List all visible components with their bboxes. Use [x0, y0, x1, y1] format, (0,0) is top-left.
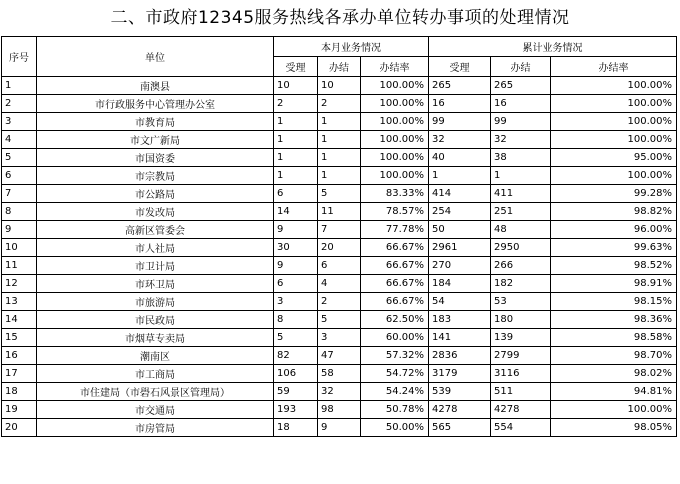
- row-total-accepted: 565: [429, 419, 491, 437]
- row-total-accepted: 265: [429, 77, 491, 95]
- row-seq: 13: [2, 293, 37, 311]
- row-total-rate: 98.02%: [551, 365, 677, 383]
- row-month-completed: 1: [318, 131, 361, 149]
- table-row: [2, 275, 677, 293]
- row-seq: 8: [2, 203, 37, 221]
- row-month-accepted: 59: [274, 383, 318, 401]
- row-total-completed: 266: [491, 257, 551, 275]
- row-total-accepted: 1: [429, 167, 491, 185]
- row-month-accepted: 1: [274, 131, 318, 149]
- row-seq: 17: [2, 365, 37, 383]
- row-unit: 市文广新局: [37, 131, 274, 149]
- table-row: [2, 239, 677, 257]
- row-total-completed: 48: [491, 221, 551, 239]
- document-title: 二、市政府12345服务热线各承办单位转办事项的处理情况: [110, 8, 570, 28]
- row-total-accepted: 184: [429, 275, 491, 293]
- row-total-completed: 139: [491, 329, 551, 347]
- row-total-rate: 100.00%: [551, 131, 677, 149]
- row-month-accepted: 18: [274, 419, 318, 437]
- row-total-completed: 99: [491, 113, 551, 131]
- row-total-rate: 94.81%: [551, 383, 677, 401]
- row-month-accepted: 1: [274, 113, 318, 131]
- row-month-completed: 2: [318, 293, 361, 311]
- row-month-completed: 32: [318, 383, 361, 401]
- row-month-rate: 100.00%: [361, 149, 429, 167]
- row-month-accepted: 1: [274, 149, 318, 167]
- row-seq: 14: [2, 311, 37, 329]
- row-month-completed: 2: [318, 95, 361, 113]
- row-total-rate: 100.00%: [551, 167, 677, 185]
- table-row: [2, 185, 677, 203]
- row-total-rate: 98.15%: [551, 293, 677, 311]
- table-row: [2, 383, 677, 401]
- row-seq: 4: [2, 131, 37, 149]
- row-month-accepted: 2: [274, 95, 318, 113]
- row-total-rate: 98.05%: [551, 419, 677, 437]
- header-seq: 序号: [2, 37, 37, 77]
- row-seq: 15: [2, 329, 37, 347]
- row-seq: 10: [2, 239, 37, 257]
- row-month-accepted: 193: [274, 401, 318, 419]
- row-total-accepted: 183: [429, 311, 491, 329]
- row-total-completed: 1: [491, 167, 551, 185]
- row-seq: 19: [2, 401, 37, 419]
- row-total-accepted: 32: [429, 131, 491, 149]
- table-row: [2, 365, 677, 383]
- row-seq: 7: [2, 185, 37, 203]
- table-row: [2, 311, 677, 329]
- row-total-completed: 265: [491, 77, 551, 95]
- row-unit: 潮南区: [37, 347, 274, 365]
- header-total-group: 累计业务情况: [429, 37, 677, 57]
- row-unit: 市住建局（市礐石风景区管理局）: [37, 383, 274, 401]
- row-seq: 16: [2, 347, 37, 365]
- row-month-rate: 66.67%: [361, 257, 429, 275]
- row-month-completed: 1: [318, 113, 361, 131]
- row-unit: 市卫计局: [37, 257, 274, 275]
- row-total-completed: 53: [491, 293, 551, 311]
- row-month-completed: 10: [318, 77, 361, 95]
- row-seq: 6: [2, 167, 37, 185]
- row-month-completed: 58: [318, 365, 361, 383]
- table-row: [2, 131, 677, 149]
- row-month-completed: 9: [318, 419, 361, 437]
- row-month-accepted: 8: [274, 311, 318, 329]
- row-month-rate: 100.00%: [361, 167, 429, 185]
- row-unit: 市宗教局: [37, 167, 274, 185]
- row-month-rate: 60.00%: [361, 329, 429, 347]
- row-total-completed: 2950: [491, 239, 551, 257]
- row-month-rate: 77.78%: [361, 221, 429, 239]
- row-month-accepted: 9: [274, 221, 318, 239]
- row-month-accepted: 6: [274, 185, 318, 203]
- row-month-accepted: 82: [274, 347, 318, 365]
- row-seq: 1: [2, 77, 37, 95]
- row-month-accepted: 3: [274, 293, 318, 311]
- row-total-completed: 411: [491, 185, 551, 203]
- row-unit: 市烟草专卖局: [37, 329, 274, 347]
- row-total-rate: 100.00%: [551, 113, 677, 131]
- row-month-rate: 57.32%: [361, 347, 429, 365]
- row-unit: 市环卫局: [37, 275, 274, 293]
- row-month-accepted: 30: [274, 239, 318, 257]
- header-month-completed: 办结: [318, 57, 361, 77]
- header-month-accepted: 受理: [274, 57, 318, 77]
- table-row: [2, 77, 677, 95]
- row-seq: 3: [2, 113, 37, 131]
- row-month-rate: 62.50%: [361, 311, 429, 329]
- row-total-accepted: 2836: [429, 347, 491, 365]
- table-row: [2, 293, 677, 311]
- row-total-accepted: 2961: [429, 239, 491, 257]
- row-unit: 市旅游局: [37, 293, 274, 311]
- row-total-rate: 99.28%: [551, 185, 677, 203]
- row-total-accepted: 254: [429, 203, 491, 221]
- row-total-rate: 100.00%: [551, 95, 677, 113]
- row-total-rate: 96.00%: [551, 221, 677, 239]
- row-month-completed: 4: [318, 275, 361, 293]
- row-unit: 南澳县: [37, 77, 274, 95]
- row-month-rate: 83.33%: [361, 185, 429, 203]
- row-month-accepted: 5: [274, 329, 318, 347]
- row-unit: 高新区管委会: [37, 221, 274, 239]
- table-row: [2, 95, 677, 113]
- row-seq: 20: [2, 419, 37, 437]
- row-total-completed: 2799: [491, 347, 551, 365]
- row-total-accepted: 270: [429, 257, 491, 275]
- table-row: [2, 167, 677, 185]
- row-total-accepted: 16: [429, 95, 491, 113]
- row-unit: 市民政局: [37, 311, 274, 329]
- row-month-completed: 47: [318, 347, 361, 365]
- row-month-rate: 100.00%: [361, 77, 429, 95]
- row-month-accepted: 6: [274, 275, 318, 293]
- header-month-group: 本月业务情况: [274, 37, 429, 57]
- row-month-rate: 50.78%: [361, 401, 429, 419]
- row-total-rate: 98.82%: [551, 203, 677, 221]
- row-total-completed: 3116: [491, 365, 551, 383]
- row-total-completed: 511: [491, 383, 551, 401]
- row-seq: 18: [2, 383, 37, 401]
- statistics-table: [1, 36, 677, 437]
- table-body: [2, 77, 677, 437]
- row-total-rate: 98.52%: [551, 257, 677, 275]
- row-unit: 市国资委: [37, 149, 274, 167]
- header-month-rate: 办结率: [361, 57, 429, 77]
- header-total-accepted: 受理: [429, 57, 491, 77]
- row-month-accepted: 106: [274, 365, 318, 383]
- row-month-rate: 100.00%: [361, 95, 429, 113]
- row-seq: 5: [2, 149, 37, 167]
- row-month-accepted: 10: [274, 77, 318, 95]
- row-total-accepted: 141: [429, 329, 491, 347]
- row-unit: 市房管局: [37, 419, 274, 437]
- row-month-rate: 78.57%: [361, 203, 429, 221]
- row-unit: 市人社局: [37, 239, 274, 257]
- row-total-completed: 251: [491, 203, 551, 221]
- row-total-rate: 98.36%: [551, 311, 677, 329]
- row-month-completed: 1: [318, 167, 361, 185]
- row-unit: 市工商局: [37, 365, 274, 383]
- row-month-rate: 100.00%: [361, 113, 429, 131]
- row-month-completed: 6: [318, 257, 361, 275]
- row-total-rate: 95.00%: [551, 149, 677, 167]
- row-seq: 2: [2, 95, 37, 113]
- table-row: [2, 419, 677, 437]
- row-total-completed: 16: [491, 95, 551, 113]
- header-total-rate: 办结率: [551, 57, 677, 77]
- row-month-completed: 5: [318, 185, 361, 203]
- table-row: [2, 257, 677, 275]
- row-total-accepted: 40: [429, 149, 491, 167]
- row-total-completed: 182: [491, 275, 551, 293]
- table-row: [2, 347, 677, 365]
- row-total-accepted: 4278: [429, 401, 491, 419]
- row-month-rate: 54.72%: [361, 365, 429, 383]
- row-total-accepted: 54: [429, 293, 491, 311]
- row-month-completed: 3: [318, 329, 361, 347]
- row-total-rate: 98.58%: [551, 329, 677, 347]
- row-total-rate: 100.00%: [551, 401, 677, 419]
- row-seq: 9: [2, 221, 37, 239]
- row-month-completed: 20: [318, 239, 361, 257]
- row-month-accepted: 9: [274, 257, 318, 275]
- row-month-rate: 66.67%: [361, 293, 429, 311]
- table-row: [2, 401, 677, 419]
- header-unit: 单位: [37, 37, 274, 77]
- row-month-accepted: 1: [274, 167, 318, 185]
- row-month-completed: 1: [318, 149, 361, 167]
- header-total-completed: 办结: [491, 57, 551, 77]
- row-unit: 市行政服务中心管理办公室: [37, 95, 274, 113]
- row-total-completed: 180: [491, 311, 551, 329]
- row-month-completed: 5: [318, 311, 361, 329]
- row-month-completed: 7: [318, 221, 361, 239]
- row-unit: 市发改局: [37, 203, 274, 221]
- row-unit: 市公路局: [37, 185, 274, 203]
- row-total-completed: 4278: [491, 401, 551, 419]
- row-total-rate: 98.70%: [551, 347, 677, 365]
- row-total-rate: 100.00%: [551, 77, 677, 95]
- row-month-completed: 11: [318, 203, 361, 221]
- row-month-accepted: 14: [274, 203, 318, 221]
- row-seq: 12: [2, 275, 37, 293]
- table-row: [2, 113, 677, 131]
- row-unit: 市交通局: [37, 401, 274, 419]
- table-row: [2, 203, 677, 221]
- row-month-completed: 98: [318, 401, 361, 419]
- row-total-accepted: 539: [429, 383, 491, 401]
- row-seq: 11: [2, 257, 37, 275]
- row-unit: 市教育局: [37, 113, 274, 131]
- row-total-accepted: 99: [429, 113, 491, 131]
- table-row: [2, 221, 677, 239]
- row-month-rate: 54.24%: [361, 383, 429, 401]
- row-total-completed: 32: [491, 131, 551, 149]
- row-total-completed: 554: [491, 419, 551, 437]
- row-total-rate: 99.63%: [551, 239, 677, 257]
- row-total-completed: 38: [491, 149, 551, 167]
- table-header: [2, 37, 677, 77]
- row-total-accepted: 50: [429, 221, 491, 239]
- row-total-accepted: 414: [429, 185, 491, 203]
- table-row: [2, 149, 677, 167]
- row-total-rate: 98.91%: [551, 275, 677, 293]
- row-month-rate: 66.67%: [361, 239, 429, 257]
- row-month-rate: 50.00%: [361, 419, 429, 437]
- table-row: [2, 329, 677, 347]
- row-month-rate: 66.67%: [361, 275, 429, 293]
- row-month-rate: 100.00%: [361, 131, 429, 149]
- row-total-accepted: 3179: [429, 365, 491, 383]
